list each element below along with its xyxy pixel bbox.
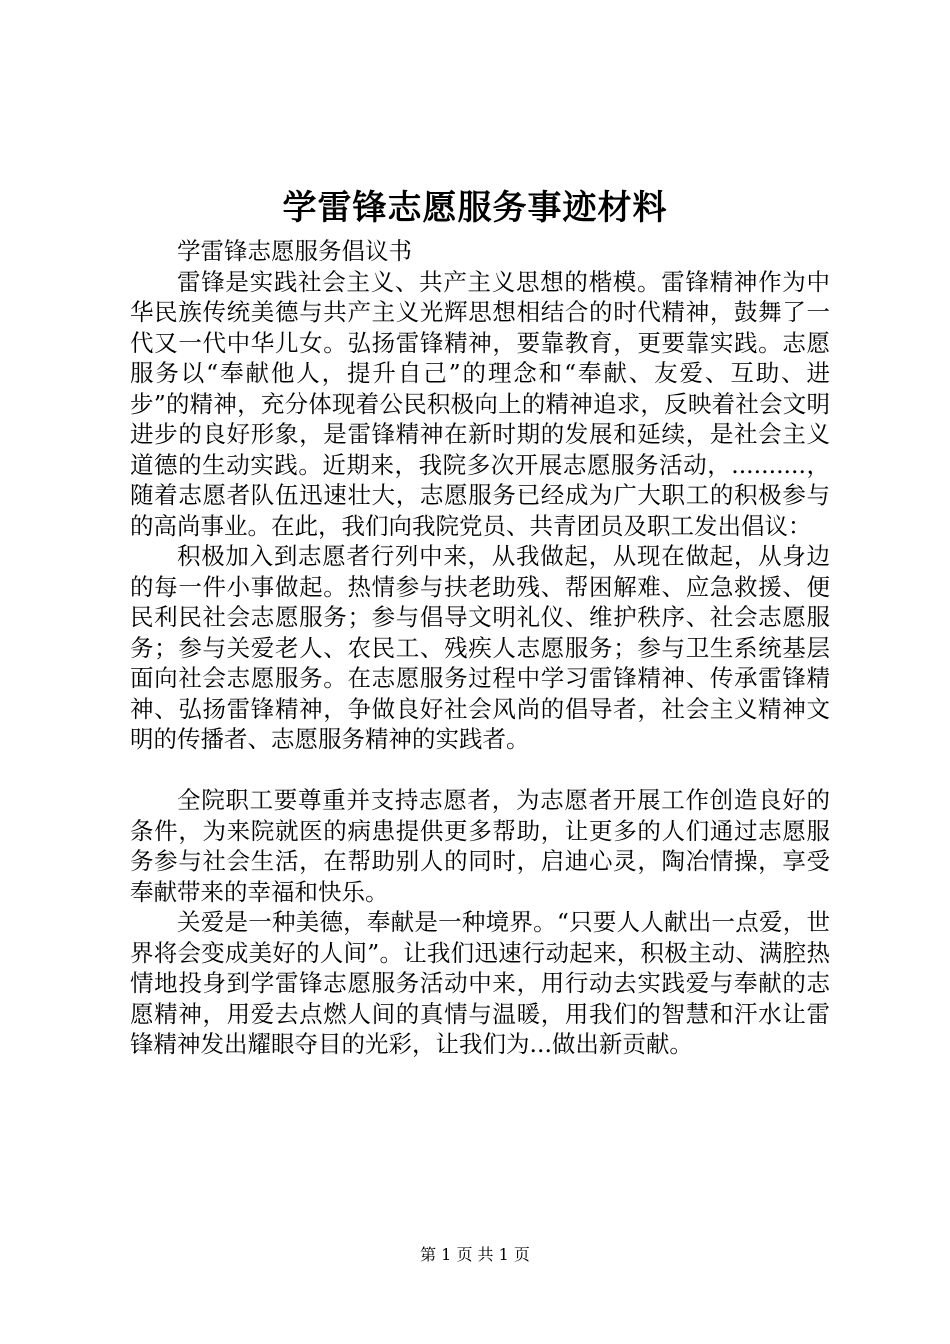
paragraph-support: 全院职工要尊重并支持志愿者，为志愿者开展工作创造良好的条件，为来院就医的病患提供更多帮助，让更多的人们通过志愿服务参与社会生活，在帮助别人的同时，启迪心灵，陶冶情操，享受奉献带来的幸福和快乐。 <box>130 786 830 906</box>
page-footer: 第 1 页 共 1 页 <box>420 1245 530 1264</box>
paragraph-subtitle: 学雷锋志愿服务倡议书 <box>177 237 412 265</box>
document-body <box>130 236 830 1060</box>
paragraph-intro: 雷锋是实践社会主义、共产主义思想的楷模。雷锋精神作为中华民族传统美德与共产主义光辉思想相结合的时代精神，鼓舞了一代又一代中华儿女。弘扬雷锋精神，要靠教育，更要靠实践。志愿服务以“奉献他人，提升自己”的理念和“奉献、友爱、互助、进步”的精神，充分体现着公民积极向上的精神追求，反映着社会文明进步的良好形象，是雷锋精神在新时期的发展和延续，是社会主义道德的生动实践。近期来，我院多次开展志愿服务活动，..........，随着志愿者队伍迅速壮大，志愿服务已经成为广大职工的积极参与的高尚事业。在此，我们向我院党员、共青团员及职工发出倡议： <box>130 267 830 540</box>
paragraph-call-to-join: 积极加入到志愿者行列中来，从我做起，从现在做起，从身边的每一件小事做起。热情参与扶老助残、帮困解难、应急救援、便民利民社会志愿服务；参与倡导文明礼仪、维护秩序、社会志愿服务；参与关爱老人、农民工、残疾人志愿服务；参与卫生系统基层面向社会志愿服务。在志愿服务过程中学习雷锋精神、传承雷锋精神、弘扬雷锋精神，争做良好社会风尚的倡导者，社会主义精神文明的传播者、志愿服务精神的实践者。 <box>130 542 830 753</box>
paragraph-closing: 关爱是一种美德，奉献是一种境界。“只要人人献出一点爱，世界将会变成美好的人间”。让我们迅速行动起来，积极主动、满腔热情地投身到学雷锋志愿服务活动中来，用行动去实践爱与奉献的志愿精神，用爱去点燃人间的真情与温暖，用我们的智慧和汗水让雷锋精神发出耀眼夺目的光彩，让我们为...做出新贡献。 <box>130 908 830 1058</box>
paragraph-spacer <box>130 755 830 786</box>
document-title: 学雷锋志愿服务事迹材料 <box>282 188 668 228</box>
